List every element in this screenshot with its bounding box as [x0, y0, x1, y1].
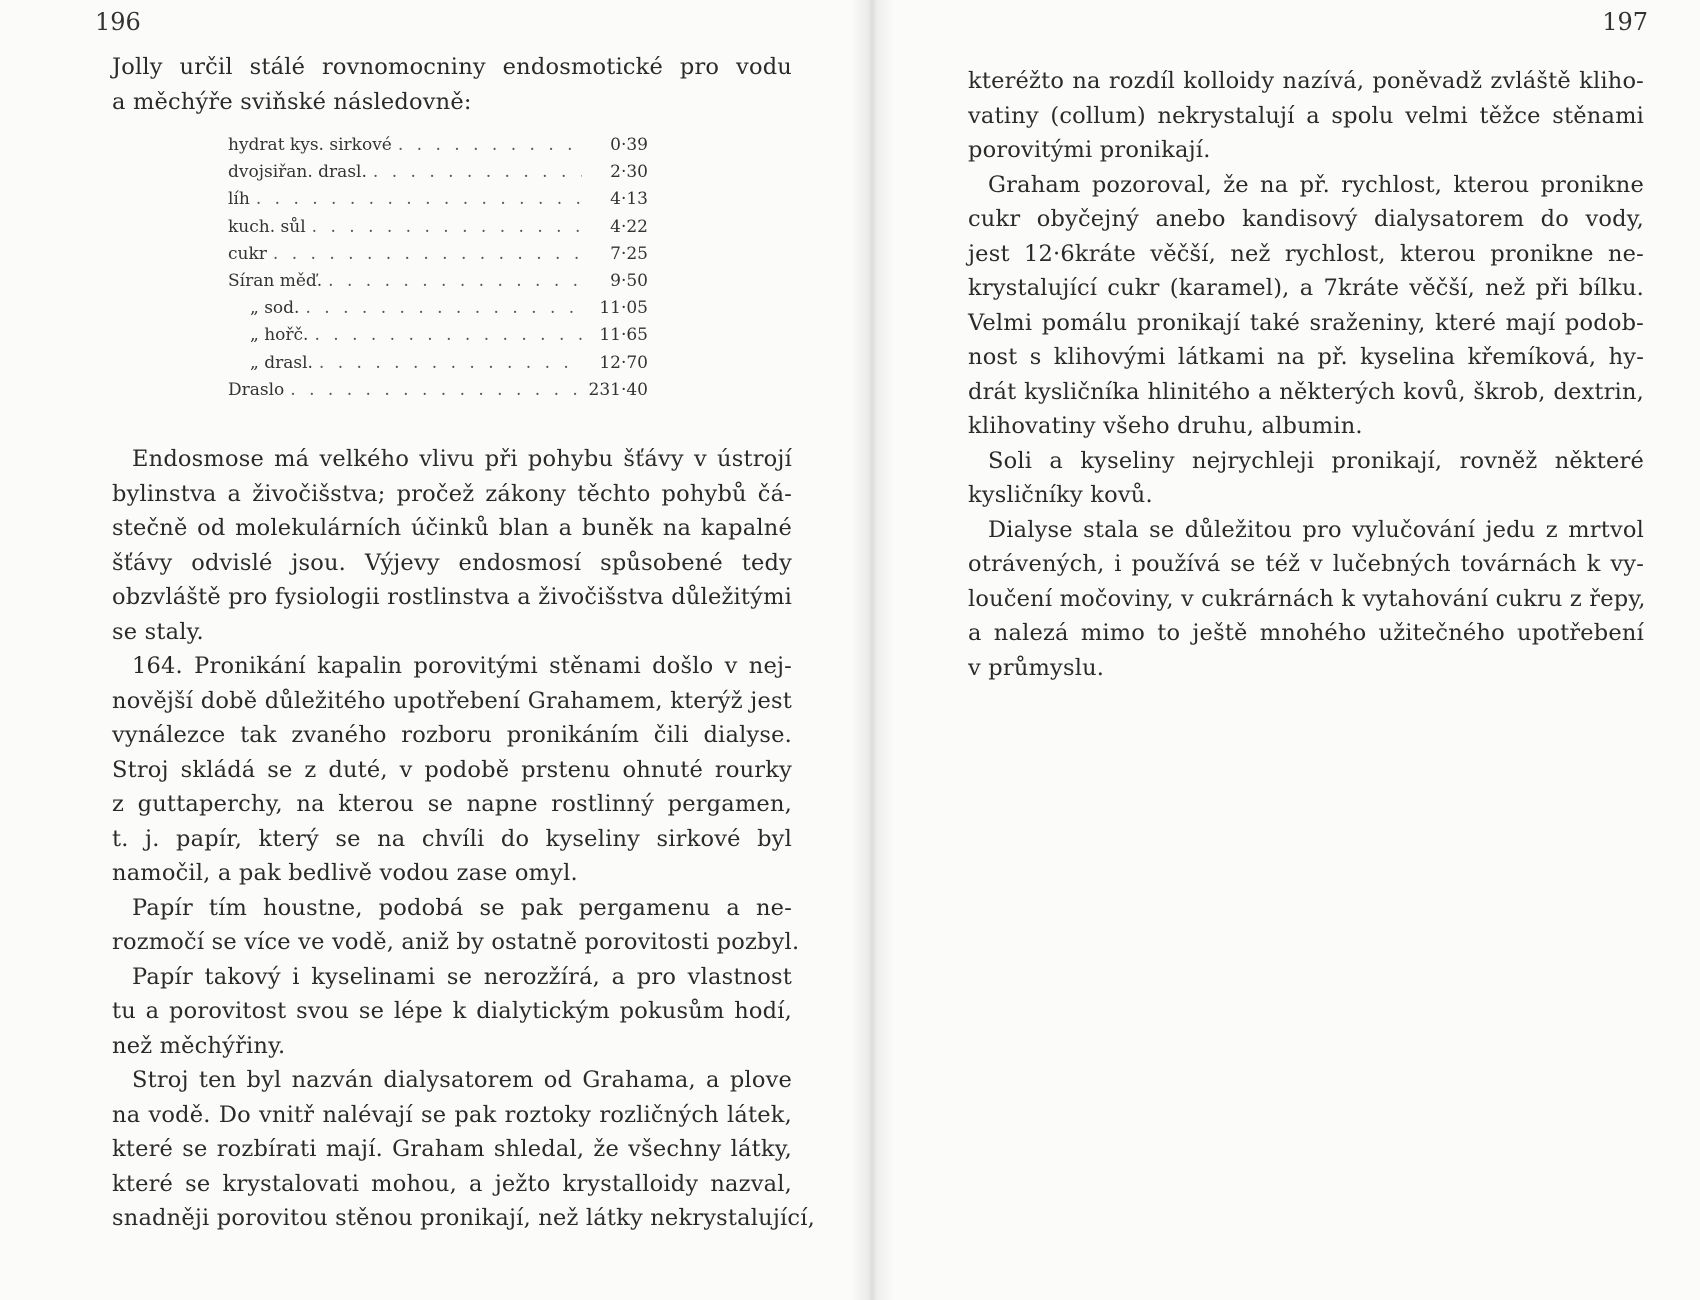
table-row: [228, 322, 648, 349]
table-row: [228, 214, 648, 241]
table-cell-value: 12·70: [599, 352, 648, 373]
table-row: [228, 241, 648, 268]
text-line: a měchýře sviňské následovně:: [112, 88, 472, 115]
table-cell-name: dvojsiřan. drasl.: [228, 162, 367, 183]
leader-dots: [314, 322, 582, 349]
text-line: Stroj skládá se z duté, v podobě prstenu ohnuté rourky: [112, 756, 792, 783]
text-line: Endosmose má velkého vlivu při pohybu šťávy v ústrojí: [132, 446, 792, 472]
table-cell-name: cukr: [228, 243, 267, 264]
text-line: kysličníky kovů.: [968, 482, 1153, 508]
left-body-text: [112, 442, 815, 1236]
text-line: porovitými pronikají.: [968, 137, 1211, 163]
table-cell-value: 231·40: [588, 379, 648, 400]
text-line: krystalující cukr (karamel), a 7kráte věčší, než při bílku.: [968, 275, 1644, 301]
text-line: otrávených, i používá se též v lučebných továrnách k vy-: [968, 551, 1644, 577]
text-line: snadněji porovitou stěnou pronikají, než látky nekrystalující,: [112, 1205, 815, 1231]
text-line: než měchýřiny.: [112, 1032, 286, 1059]
text-line: vynálezce tak zvaného rozboru pronikáním čili dialyse.: [112, 722, 792, 748]
text-line: rozmočí se více ve vodě, aniž by ostatně porovitosti pozbyl.: [112, 929, 800, 955]
text-line: vatiny (collum) nekrystalují a spolu velmi těžce stěnami: [968, 102, 1644, 129]
leader-dots: [256, 186, 582, 213]
text-line: nost s klihovými látkami na př. kyselina křemíková, hy-: [968, 344, 1644, 370]
table-row: [228, 268, 648, 295]
table-row: [228, 186, 648, 213]
leader-dots: [398, 132, 582, 159]
text-line: z guttaperchy, na kterou se napne rostlinný pergamen,: [112, 791, 792, 817]
text-line: klihovatiny všeho druhu, albumin.: [968, 413, 1363, 439]
text-line: tu a porovitost svou se lépe k dialytickým pokusům hodí,: [112, 998, 792, 1024]
text-line: jest 12·6kráte věčší, než rychlost, kterou pronikne ne-: [968, 240, 1644, 267]
text-line: kteréžto na rozdíl kolloidy nazívá, poněvadž zvláště kliho-: [968, 68, 1644, 94]
leader-dots: [328, 268, 582, 295]
table-cell-name: líh: [228, 189, 250, 210]
table-row: [228, 377, 648, 404]
text-line: stečně od molekulárních účinků blan a buněk na kapalné: [112, 515, 792, 541]
text-line: Papír takový i kyselinami se nerozžírá, a pro vlastnost: [132, 963, 792, 990]
text-line: Jolly určil stálé rovnomocniny endosmotické pro vodu: [112, 54, 792, 80]
text-line: Velmi pomálu pronikají také sraženiny, které mají podob-: [968, 309, 1644, 336]
table-cell-value: 9·50: [610, 271, 648, 292]
table-cell-name: „ drasl.: [250, 352, 313, 373]
text-line: v průmyslu.: [968, 654, 1105, 681]
text-line: t. j. papír, který se na chvíli do kyseliny sirkové byl: [112, 825, 792, 852]
text-line: které se rozbírati mají. Graham shledal, že všechny látky,: [112, 1136, 792, 1162]
table-cell-name: „ sod.: [250, 298, 300, 319]
leader-dots: [290, 377, 582, 404]
table-cell-value: 7·25: [610, 243, 648, 264]
text-line: Papír tím houstne, podobá se pak pergamenu a ne-: [132, 894, 792, 921]
text-line: namočil, a pak bedlivě vodou zase omyl.: [112, 860, 578, 886]
text-line: Dialyse stala se důležitou pro vylučování jedu z mrtvol: [988, 516, 1644, 543]
text-line: drát kysličníka hlinitého a některých kovů, škrob, dextrin,: [968, 378, 1644, 405]
leader-dots: [319, 350, 582, 377]
table-cell-name: Síran měď.: [228, 271, 323, 292]
table-cell-value: 0·39: [610, 135, 648, 155]
leader-dots: [305, 295, 582, 322]
table-cell-value: 2·30: [610, 162, 648, 183]
text-line: obzvláště pro fysiologii rostlinstva a živočišstva důležitými: [112, 584, 792, 610]
intro-paragraph: [112, 50, 792, 119]
page-number-left: 196: [95, 8, 141, 36]
text-line: Stroj ten byl nazván dialysatorem od Grahama, a plove: [132, 1067, 792, 1093]
text-line: Soli a kyseliny nejrychleji pronikají, rovněž některé: [988, 447, 1644, 474]
text-line: 164. Pronikání kapalin porovitými stěnami došlo v nej-: [132, 653, 792, 679]
text-line: bylinstva a živočišstva; pročež zákony těchto pohybů čá-: [112, 480, 792, 507]
text-line: Graham pozoroval, že na př. rychlost, kterou pronikne: [988, 171, 1644, 198]
page-number-right: 197: [1602, 8, 1648, 36]
table-row: [228, 159, 648, 186]
table-cell-name: „ hořč.: [250, 325, 309, 346]
table-row: [228, 350, 648, 377]
text-line: šťávy odvislé jsou. Výjevy endosmosí spůsobené tedy: [112, 549, 792, 576]
text-line: na vodě. Do vnitř nalévají se pak roztoky rozličných látek,: [112, 1101, 792, 1128]
table-cell-value: 4·13: [610, 189, 648, 210]
text-line: se staly.: [112, 618, 204, 645]
text-line: cukr obyčejný anebo kandisový dialysatorem do vody,: [968, 206, 1644, 232]
leader-dots: [312, 214, 582, 241]
right-page: [890, 0, 1700, 1300]
table-cell-value: 4·22: [610, 216, 648, 237]
right-body-text: [968, 64, 1644, 685]
leader-dots: [273, 241, 582, 268]
table-cell-value: 11·05: [599, 298, 648, 319]
text-line: a nalezá mimo to ještě mnohého užitečného upotřebení: [968, 620, 1644, 646]
table-cell-name: Draslo: [228, 379, 285, 400]
leader-dots: [373, 159, 582, 186]
table-row: [228, 295, 648, 322]
table-cell-name: kuch. sůl: [228, 216, 306, 237]
table-row: [228, 132, 648, 159]
table-cell-value: 11·65: [599, 325, 648, 346]
endosmotic-equivalents-table: [228, 132, 648, 404]
text-line: novější době důležitého upotřebení Grahamem, kterýž jest: [112, 687, 792, 714]
text-line: loučení močoviny, v cukrárnách k vytahování cukru z řepy,: [968, 585, 1646, 612]
text-line: které se krystalovati mohou, a ježto krystalloidy nazval,: [112, 1170, 792, 1197]
table-cell-name: hydrat kys. sirkové: [228, 135, 392, 155]
